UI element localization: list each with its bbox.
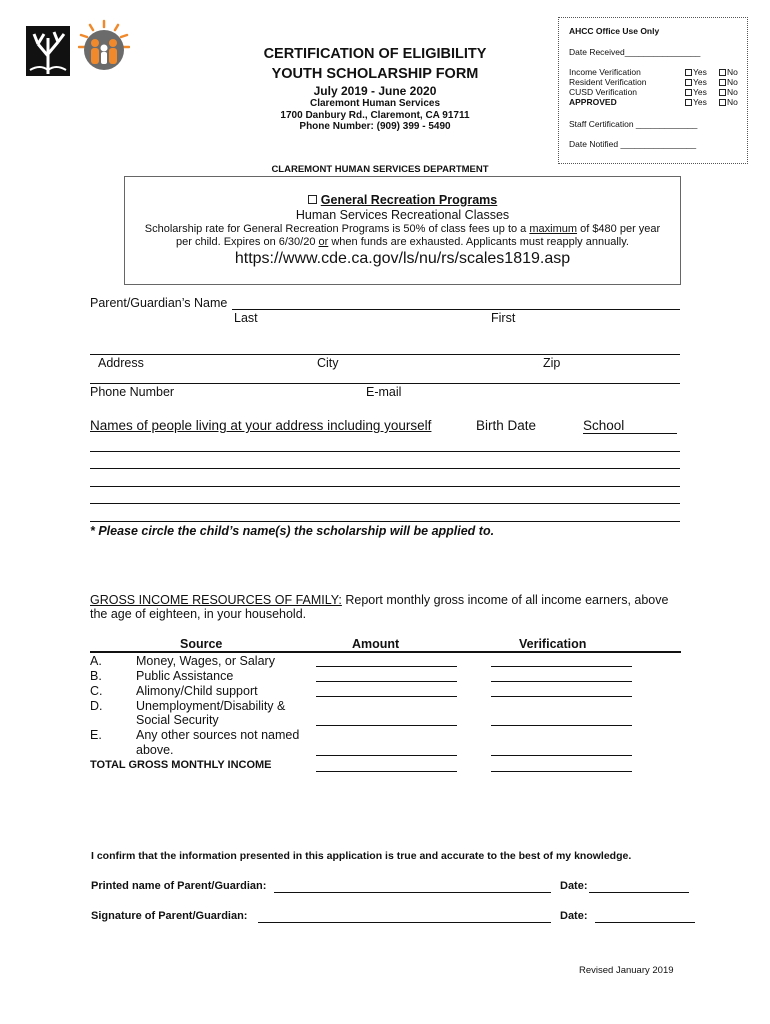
- amount-column-header: Amount: [352, 637, 400, 651]
- check-label: Income Verification: [569, 67, 641, 77]
- no-label: No: [727, 97, 738, 107]
- signature-date-label: Date:: [560, 910, 588, 922]
- verification-input-b[interactable]: [491, 681, 632, 682]
- no-checkbox[interactable]: [719, 69, 726, 76]
- program-description-line1: Scholarship rate for General Recreation Programs is 50% of class fees up to a maximum of $480 per year: [144, 223, 661, 235]
- amount-input-b[interactable]: [316, 681, 457, 682]
- household-row-3[interactable]: [90, 486, 680, 487]
- program-box: [124, 176, 681, 285]
- zip-label: Zip: [543, 356, 561, 370]
- email-label: E-mail: [366, 385, 402, 399]
- staff-certification-field[interactable]: Staff Certification _____________: [569, 119, 698, 129]
- address-input[interactable]: [90, 354, 680, 355]
- phone-label: Phone Number: [90, 385, 175, 399]
- verification-column-header: Verification: [519, 637, 587, 651]
- printed-name-label: Printed name of Parent/Guardian:: [91, 880, 267, 892]
- household-row-5[interactable]: [90, 521, 680, 522]
- no-checkbox[interactable]: [719, 99, 726, 106]
- address-label: Address: [98, 356, 144, 370]
- no-checkbox[interactable]: [719, 79, 726, 86]
- school-header-underline: [583, 433, 677, 434]
- guardian-name-input[interactable]: [232, 309, 680, 310]
- check-row-resident: [569, 77, 739, 87]
- program-title-label: General Recreation Programs: [320, 193, 498, 207]
- verification-input-a[interactable]: [491, 666, 632, 667]
- form-period: July 2019 - June 2020: [313, 84, 437, 98]
- household-row-4[interactable]: [90, 503, 680, 504]
- amount-input-e[interactable]: [316, 755, 457, 756]
- yes-label: Yes: [693, 67, 707, 77]
- check-label: CUSD Verification: [569, 87, 638, 97]
- income-heading: GROSS INCOME RESOURCES OF FAMILY: Report monthly gross income of all income earners, above: [90, 593, 669, 607]
- total-income-label: TOTAL GROSS MONTHLY INCOME: [90, 759, 272, 771]
- program-description-line2: per child. Expires on 6/30/20 or when funds are exhausted. Applicants must reapply annually.: [176, 236, 629, 248]
- department-name: CLAREMONT HUMAN SERVICES DEPARTMENT: [271, 164, 489, 175]
- certification-statement: I confirm that the information presented in this application is true and accurate to the best of my knowledge.: [91, 850, 632, 862]
- revised-date: Revised January 2019: [579, 965, 674, 976]
- household-row-2[interactable]: [90, 468, 680, 469]
- no-label: No: [727, 87, 738, 97]
- yes-label: Yes: [693, 87, 707, 97]
- check-label: APPROVED: [569, 97, 617, 107]
- office-use-box: [558, 17, 748, 164]
- printed-date-label: Date:: [560, 880, 588, 892]
- yes-checkbox[interactable]: [685, 69, 692, 76]
- first-name-label: First: [491, 311, 516, 325]
- birth-date-header: Birth Date: [476, 418, 537, 433]
- office-use-title: AHCC Office Use Only: [569, 26, 660, 36]
- verification-input-d[interactable]: [491, 725, 632, 726]
- signature-input[interactable]: [258, 922, 551, 923]
- household-names-header: Names of people living at your address including yourself: [90, 418, 432, 433]
- date-notified-field[interactable]: Date Notified ________________: [569, 139, 697, 149]
- check-label: Resident Verification: [569, 77, 647, 87]
- verification-input-c[interactable]: [491, 696, 632, 697]
- family-logo-icon: [78, 18, 130, 76]
- signature-label: Signature of Parent/Guardian:: [91, 910, 248, 922]
- source-column-header: Source: [180, 637, 223, 651]
- last-name-label: Last: [234, 311, 258, 325]
- signature-date-input[interactable]: [595, 922, 695, 923]
- yes-label: Yes: [693, 77, 707, 87]
- form-title: CERTIFICATION OF ELIGIBILITY: [263, 46, 487, 62]
- org-address: 1700 Danbury Rd., Claremont, CA 91711: [280, 110, 470, 121]
- household-row-1[interactable]: [90, 451, 680, 452]
- income-heading-line2: the age of eighteen, in your household.: [90, 607, 307, 621]
- printed-name-input[interactable]: [274, 892, 551, 893]
- yes-checkbox[interactable]: [685, 79, 692, 86]
- circle-child-note: * Please circle the child’s name(s) the scholarship will be applied to.: [90, 524, 495, 538]
- amount-input-d[interactable]: [316, 725, 457, 726]
- printed-date-input[interactable]: [589, 892, 689, 893]
- org-phone: Phone Number: (909) 399 - 5490: [299, 121, 451, 132]
- yes-checkbox[interactable]: [685, 89, 692, 96]
- no-checkbox[interactable]: [719, 89, 726, 96]
- org-name: Claremont Human Services: [309, 98, 441, 109]
- program-subtitle: Human Services Recreational Classes: [295, 208, 510, 222]
- program-url[interactable]: https://www.cde.ca.gov/ls/nu/rs/scales1819.asp: [234, 250, 571, 267]
- check-row-cusd: [569, 87, 739, 97]
- program-title: [125, 193, 680, 207]
- yes-label: Yes: [693, 97, 707, 107]
- guardian-name-label: Parent/Guardian’s Name: [90, 296, 228, 310]
- amount-input-c[interactable]: [316, 696, 457, 697]
- program-checkbox[interactable]: [308, 195, 317, 204]
- school-header: School: [583, 418, 625, 433]
- tree-logo-icon: [26, 26, 70, 76]
- no-label: No: [727, 67, 738, 77]
- no-label: No: [727, 77, 738, 87]
- check-row-approved: [569, 97, 739, 107]
- verification-input-e[interactable]: [491, 755, 632, 756]
- city-label: City: [317, 356, 339, 370]
- income-table-divider: [90, 651, 681, 653]
- verification-input-total[interactable]: [491, 771, 632, 772]
- amount-input-a[interactable]: [316, 666, 457, 667]
- date-received-field[interactable]: Date Received________________: [569, 47, 701, 57]
- phone-email-input[interactable]: [90, 383, 680, 384]
- form-subtitle: YOUTH SCHOLARSHIP FORM: [271, 66, 479, 82]
- check-row-income: [569, 67, 739, 77]
- yes-checkbox[interactable]: [685, 99, 692, 106]
- amount-input-total[interactable]: [316, 771, 457, 772]
